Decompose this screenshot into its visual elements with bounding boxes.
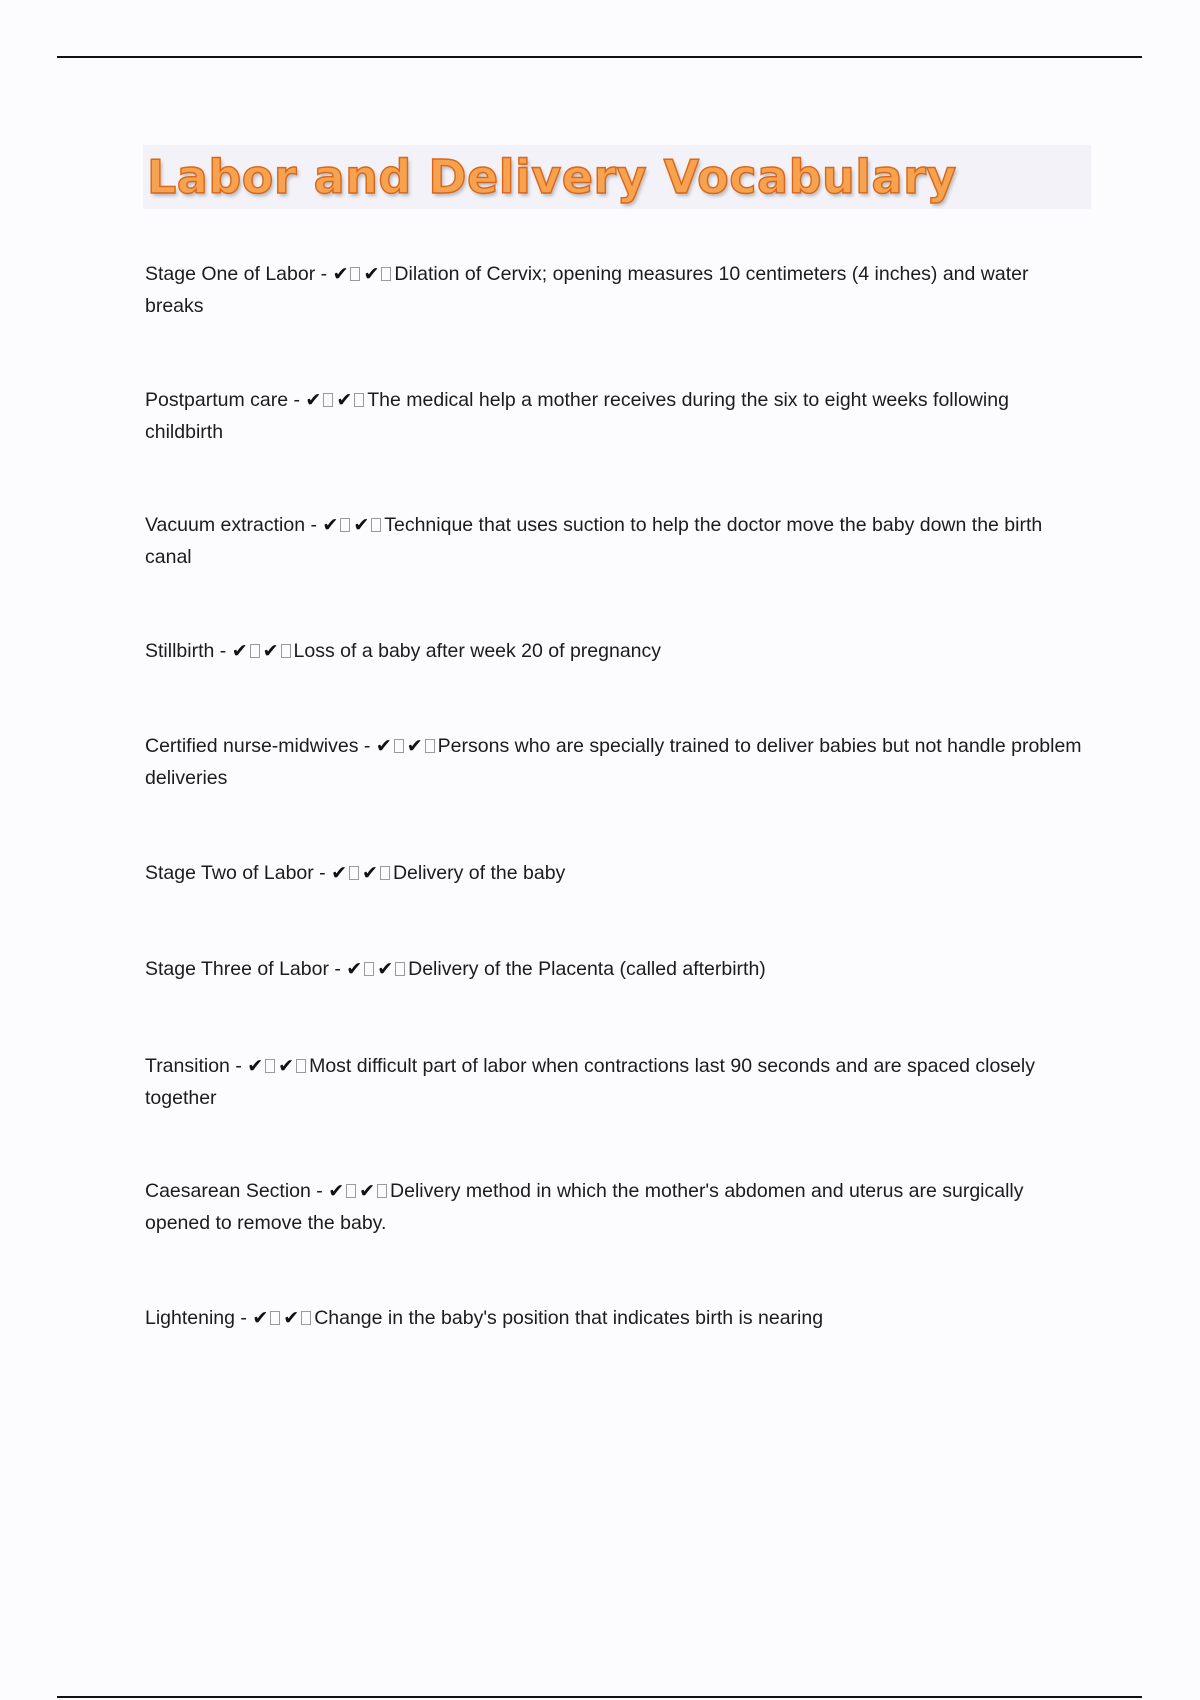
checkmark-icon: ✔: [332, 263, 349, 285]
checkmark-icon: ✔: [346, 958, 363, 980]
vocab-definition: Most difficult part of labor when contractions last 90 seconds and are spaced closely together: [145, 1055, 1035, 1109]
title-banner: [143, 145, 1091, 209]
checkmark-icon: ✔: [252, 1307, 269, 1329]
checkmark-icon: ✔: [322, 514, 339, 536]
missing-glyph-box-icon: [349, 866, 359, 880]
bottom-rule: [57, 1696, 1142, 1698]
missing-glyph-box-icon: [323, 393, 333, 407]
missing-glyph-box-icon: [380, 866, 390, 880]
missing-glyph-box-icon: [346, 1184, 356, 1198]
checkmark-icon: ✔: [353, 514, 370, 536]
vocab-term: Stage Three of Labor: [145, 958, 329, 980]
missing-glyph-box-icon: [364, 962, 374, 976]
checkmark-icon: ✔: [283, 1307, 300, 1329]
page-title: Labor and Delivery Vocabulary: [147, 150, 957, 204]
missing-glyph-box-icon: [265, 1059, 275, 1073]
vocab-term: Stage One of Labor: [145, 263, 316, 285]
missing-glyph-box-icon: [340, 518, 350, 532]
missing-glyph-box-icon: [425, 739, 435, 753]
vocab-definition: Technique that uses suction to help the doctor move the baby down the birth canal: [145, 514, 1043, 568]
checkmark-icon: ✔: [406, 735, 423, 757]
vocab-term: Certified nurse-midwives: [145, 735, 359, 757]
vocab-entry: Vacuum extraction - ✔ ✔ Technique that uses suction to help the doctor move the baby down the birth canal: [145, 514, 1043, 568]
missing-glyph-box-icon: [381, 267, 391, 281]
vocab-entry: Certified nurse-midwives - ✔ ✔ Persons who are specially trained to deliver babies but not handle problem deliveries: [145, 735, 1082, 789]
vocab-term: Transition: [145, 1055, 230, 1077]
vocab-entry: Postpartum care - ✔ ✔ The medical help a mother receives during the six to eight weeks following childbirth: [145, 389, 1009, 443]
vocab-entry: Lightening - ✔ ✔ Change in the baby's position that indicates birth is nearing: [145, 1307, 824, 1329]
missing-glyph-box-icon: [371, 518, 381, 532]
checkmark-icon: ✔: [377, 958, 394, 980]
missing-glyph-box-icon: [270, 1311, 280, 1325]
checkmark-icon: ✔: [362, 862, 378, 884]
vocab-entry: Stage One of Labor - ✔ ✔ Dilation of Cervix; opening measures 10 centimeters (4 inches) and water breaks: [145, 263, 1029, 317]
vocab-term: Stillbirth: [145, 640, 215, 662]
vocab-definition: The medical help a mother receives during the six to eight weeks following childbirth: [145, 389, 1009, 443]
missing-glyph-box-icon: [350, 267, 360, 281]
checkmark-icon: ✔: [328, 1180, 345, 1202]
vocab-entry: Stage Three of Labor - ✔ ✔ Delivery of the Placenta (called afterbirth): [145, 958, 766, 980]
checkmark-icon: ✔: [336, 389, 353, 411]
missing-glyph-box-icon: [394, 739, 404, 753]
vocab-definition: Loss of a baby after week 20 of pregnancy: [293, 640, 662, 662]
top-rule: [57, 56, 1142, 58]
vocab-entry: Stage Two of Labor - ✔ ✔ Delivery of the baby: [145, 862, 566, 884]
checkmark-icon: ✔: [231, 640, 248, 662]
checkmark-icon: ✔: [247, 1055, 264, 1077]
vocab-definition: Dilation of Cervix; opening measures 10 centimeters (4 inches) and water breaks: [145, 263, 1029, 317]
checkmark-icon: ✔: [305, 389, 322, 411]
vocab-term: Lightening: [145, 1307, 235, 1329]
vocab-term: Stage Two of Labor: [145, 862, 314, 884]
missing-glyph-box-icon: [395, 962, 405, 976]
checkmark-icon: ✔: [331, 862, 348, 884]
vocab-entry: Caesarean Section - ✔ ✔ Delivery method in which the mother's abdomen and uterus are surgically opened to remove the baby.: [145, 1180, 1024, 1234]
checkmark-icon: ✔: [262, 640, 279, 662]
vocab-definition: Change in the baby's position that indicates birth is nearing: [314, 1307, 824, 1329]
vocab-definition: Delivery method in which the mother's abdomen and uterus are surgically opened to remove the baby.: [145, 1180, 1024, 1234]
vocab-definition: Persons who are specially trained to deliver babies but not handle problem deliveries: [145, 735, 1082, 789]
vocab-definition: Delivery of the baby: [392, 862, 566, 884]
missing-glyph-box-icon: [250, 644, 260, 658]
vocab-entry: Stillbirth - ✔ ✔ Loss of a baby after week 20 of pregnancy: [145, 640, 662, 662]
checkmark-icon: ✔: [278, 1055, 295, 1077]
vocab-entry: Transition - ✔ ✔ Most difficult part of labor when contractions last 90 seconds and are spaced closely together: [145, 1055, 1035, 1109]
checkmark-icon: ✔: [363, 263, 380, 285]
missing-glyph-box-icon: [296, 1059, 306, 1073]
missing-glyph-box-icon: [377, 1184, 387, 1198]
checkmark-icon: ✔: [359, 1180, 376, 1202]
vocab-term: Vacuum extraction: [145, 514, 306, 536]
vocab-definition: Delivery of the Placenta (called afterbirth): [408, 958, 766, 980]
missing-glyph-box-icon: [354, 393, 364, 407]
vocab-term: Postpartum care: [145, 389, 289, 411]
missing-glyph-box-icon: [281, 644, 291, 658]
missing-glyph-box-icon: [301, 1311, 311, 1325]
vocab-term: Caesarean Section: [145, 1180, 311, 1202]
checkmark-icon: ✔: [375, 735, 392, 757]
